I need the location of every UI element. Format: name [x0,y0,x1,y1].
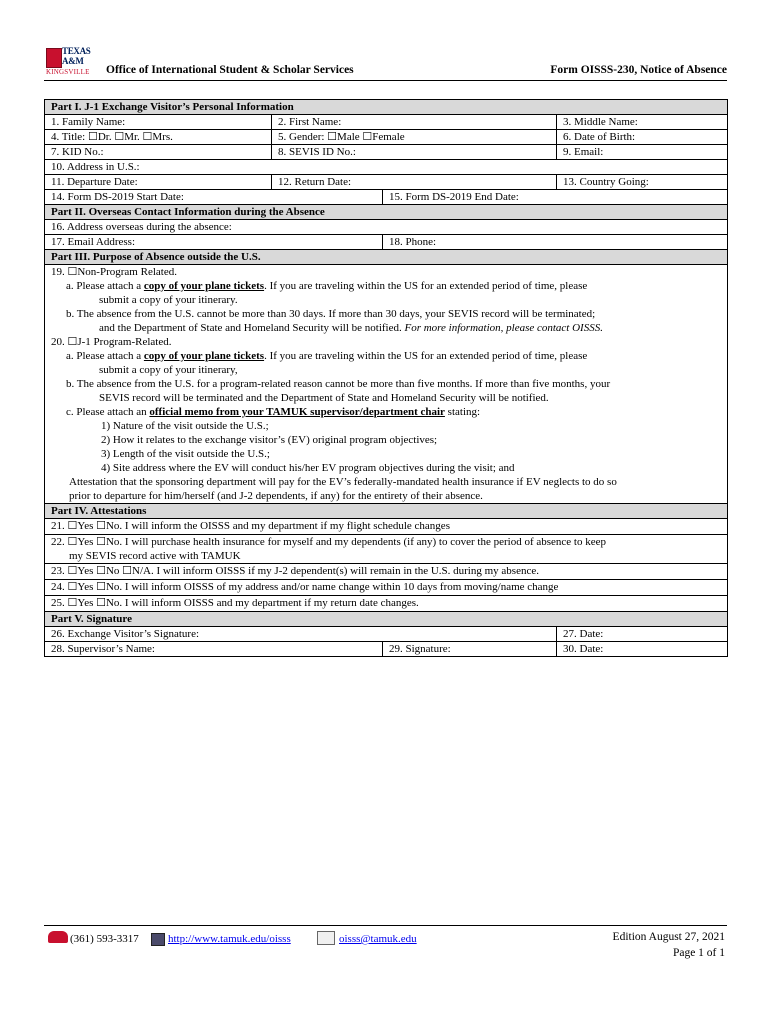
attestation-22[interactable]: 22. ☐Yes ☐No. I will purchase health insurance for myself and my dependents (if any) to cover the period of absence to keep my SEVIS record active with TAMUK [45,535,728,564]
us-address-field[interactable]: 10. Address in U.S.: [45,160,728,175]
date-of-birth-field[interactable]: 6. Date of Birth: [557,130,728,145]
attestation-21[interactable]: 21. ☐Yes ☐No. I will inform the OISSS and my department if my flight schedule changes [45,519,728,535]
departure-date-field[interactable]: 11. Departure Date: [45,175,272,190]
page-header [44,44,727,81]
q20b-text: b. The absence from the U.S. for a program-related reason cannot be more than five months. If more than five months, your [66,378,611,390]
first-name-field[interactable]: 2. First Name: [272,115,557,130]
date-30-field[interactable]: 30. Date: [557,642,728,657]
footer-phone: (361) 593-3317 [70,933,139,945]
attestation-line-2: prior to departure for him/herself (and J-2 dependents, if any) for the entirety of their absence. [69,490,483,502]
overseas-phone-field[interactable]: 18. Phone: [383,235,728,250]
program-related-checkbox[interactable]: 20. ☐J-1 Program-Related. [51,336,172,348]
part2-heading: Part II. Overseas Contact Information during the Absence [45,205,728,220]
office-name: Office of International Student & Scholar Services [106,64,354,76]
supervisor-name-field[interactable]: 28. Supervisor’s Name: [45,642,383,657]
edition-info [613,929,725,961]
q19b-cont: and the Department of State and Homeland Security will be notified. For more information, please contact OISSS. [99,322,603,334]
absence-form-table [44,99,728,657]
gender-checkboxes[interactable]: 5. Gender: ☐Male ☐Female [272,130,557,145]
middle-name-field[interactable]: 3. Middle Name: [557,115,728,130]
telephone-icon [48,931,68,943]
sevis-id-field[interactable]: 8. SEVIS ID No.: [272,145,557,160]
attestation-line-1: Attestation that the sponsoring department will pay for the EV’s federally-mandated health insurance if EV neglects to do so [69,476,617,488]
non-program-checkbox[interactable]: 19. ☐Non-Program Related. [51,266,177,278]
part1-heading: Part I. J-1 Exchange Visitor’s Personal Information [45,100,728,115]
computer-icon [151,933,165,946]
q20c-text: c. Please attach an official memo from your TAMUK supervisor/department chair stating: [66,406,481,418]
q20a-cont: submit a copy of your itinerary, [99,364,238,376]
envelope-icon [317,931,335,945]
memo-item-3: 3) Length of the visit outside the U.S.; [101,448,270,460]
kid-field[interactable]: 7. KID No.: [45,145,272,160]
part4-heading: Part IV. Attestations [45,504,728,519]
attestation-24[interactable]: 24. ☐Yes ☐No. I will inform OISSS of my address and/or name change within 10 days from moving/name change [45,580,728,596]
q19b-text: b. The absence from the U.S. cannot be more than 30 days. If more than 30 days, your SEVIS record will be terminated; [66,308,596,320]
q19a-cont: submit a copy of your itinerary. [99,294,238,306]
q20b-cont: SEVIS record will be terminated and the Department of State and Homeland Security will be notified. [99,392,549,404]
purpose-section [45,265,728,504]
logo-text-bottom: KINGSVILLE [46,68,90,76]
memo-item-4: 4) Site address where the EV will conduct his/her EV program objectives during the visit; and [101,462,515,474]
q19a-text: a. Please attach a copy of your plane tickets. If you are traveling within the US for an extended period of time, please [66,280,588,292]
part5-heading: Part V. Signature [45,612,728,627]
attestation-25[interactable]: 25. ☐Yes ☐No. I will inform OISSS and my department if my return date changes. [45,596,728,612]
supervisor-signature-field[interactable]: 29. Signature: [383,642,557,657]
part3-heading: Part III. Purpose of Absence outside the U.S. [45,250,728,265]
memo-item-1: 1) Nature of the visit outside the U.S.; [101,420,269,432]
q20a-text: a. Please attach a copy of your plane tickets. If you are traveling within the US for an extended period of time, please [66,350,588,362]
footer-website-link[interactable]: http://www.tamuk.edu/oisss [168,933,291,945]
family-name-field[interactable]: 1. Family Name: [45,115,272,130]
memo-item-2: 2) How it relates to the exchange visitor’s (EV) original program objectives; [101,434,438,446]
tamuk-logo-icon [46,48,62,68]
ev-signature-field[interactable]: 26. Exchange Visitor’s Signature: [45,627,557,642]
footer-email-link[interactable]: oisss@tamuk.edu [339,933,417,945]
ds2019-start-field[interactable]: 14. Form DS-2019 Start Date: [45,190,383,205]
title-checkboxes[interactable]: 4. Title: ☐Dr. ☐Mr. ☐Mrs. [45,130,272,145]
overseas-address-field[interactable]: 16. Address overseas during the absence: [45,220,728,235]
attestation-23[interactable]: 23. ☐Yes ☐No ☐N/A. I will inform OISSS if my J-2 dependent(s) will remain in the U.S. during my absence. [45,564,728,580]
university-logo [44,46,104,76]
logo-text-top: TEXAS A&M [62,46,91,66]
page-number: Page 1 of 1 [672,947,725,959]
overseas-email-field[interactable]: 17. Email Address: [45,235,383,250]
email-field[interactable]: 9. Email: [557,145,728,160]
edition-date: Edition August 27, 2021 [612,931,725,943]
ds2019-end-field[interactable]: 15. Form DS-2019 End Date: [383,190,728,205]
country-going-field[interactable]: 13. Country Going: [557,175,728,190]
date-27-field[interactable]: 27. Date: [557,627,728,642]
page-footer [44,925,727,966]
return-date-field[interactable]: 12. Return Date: [272,175,557,190]
form-title: Form OISSS-230, Notice of Absence [550,64,727,76]
